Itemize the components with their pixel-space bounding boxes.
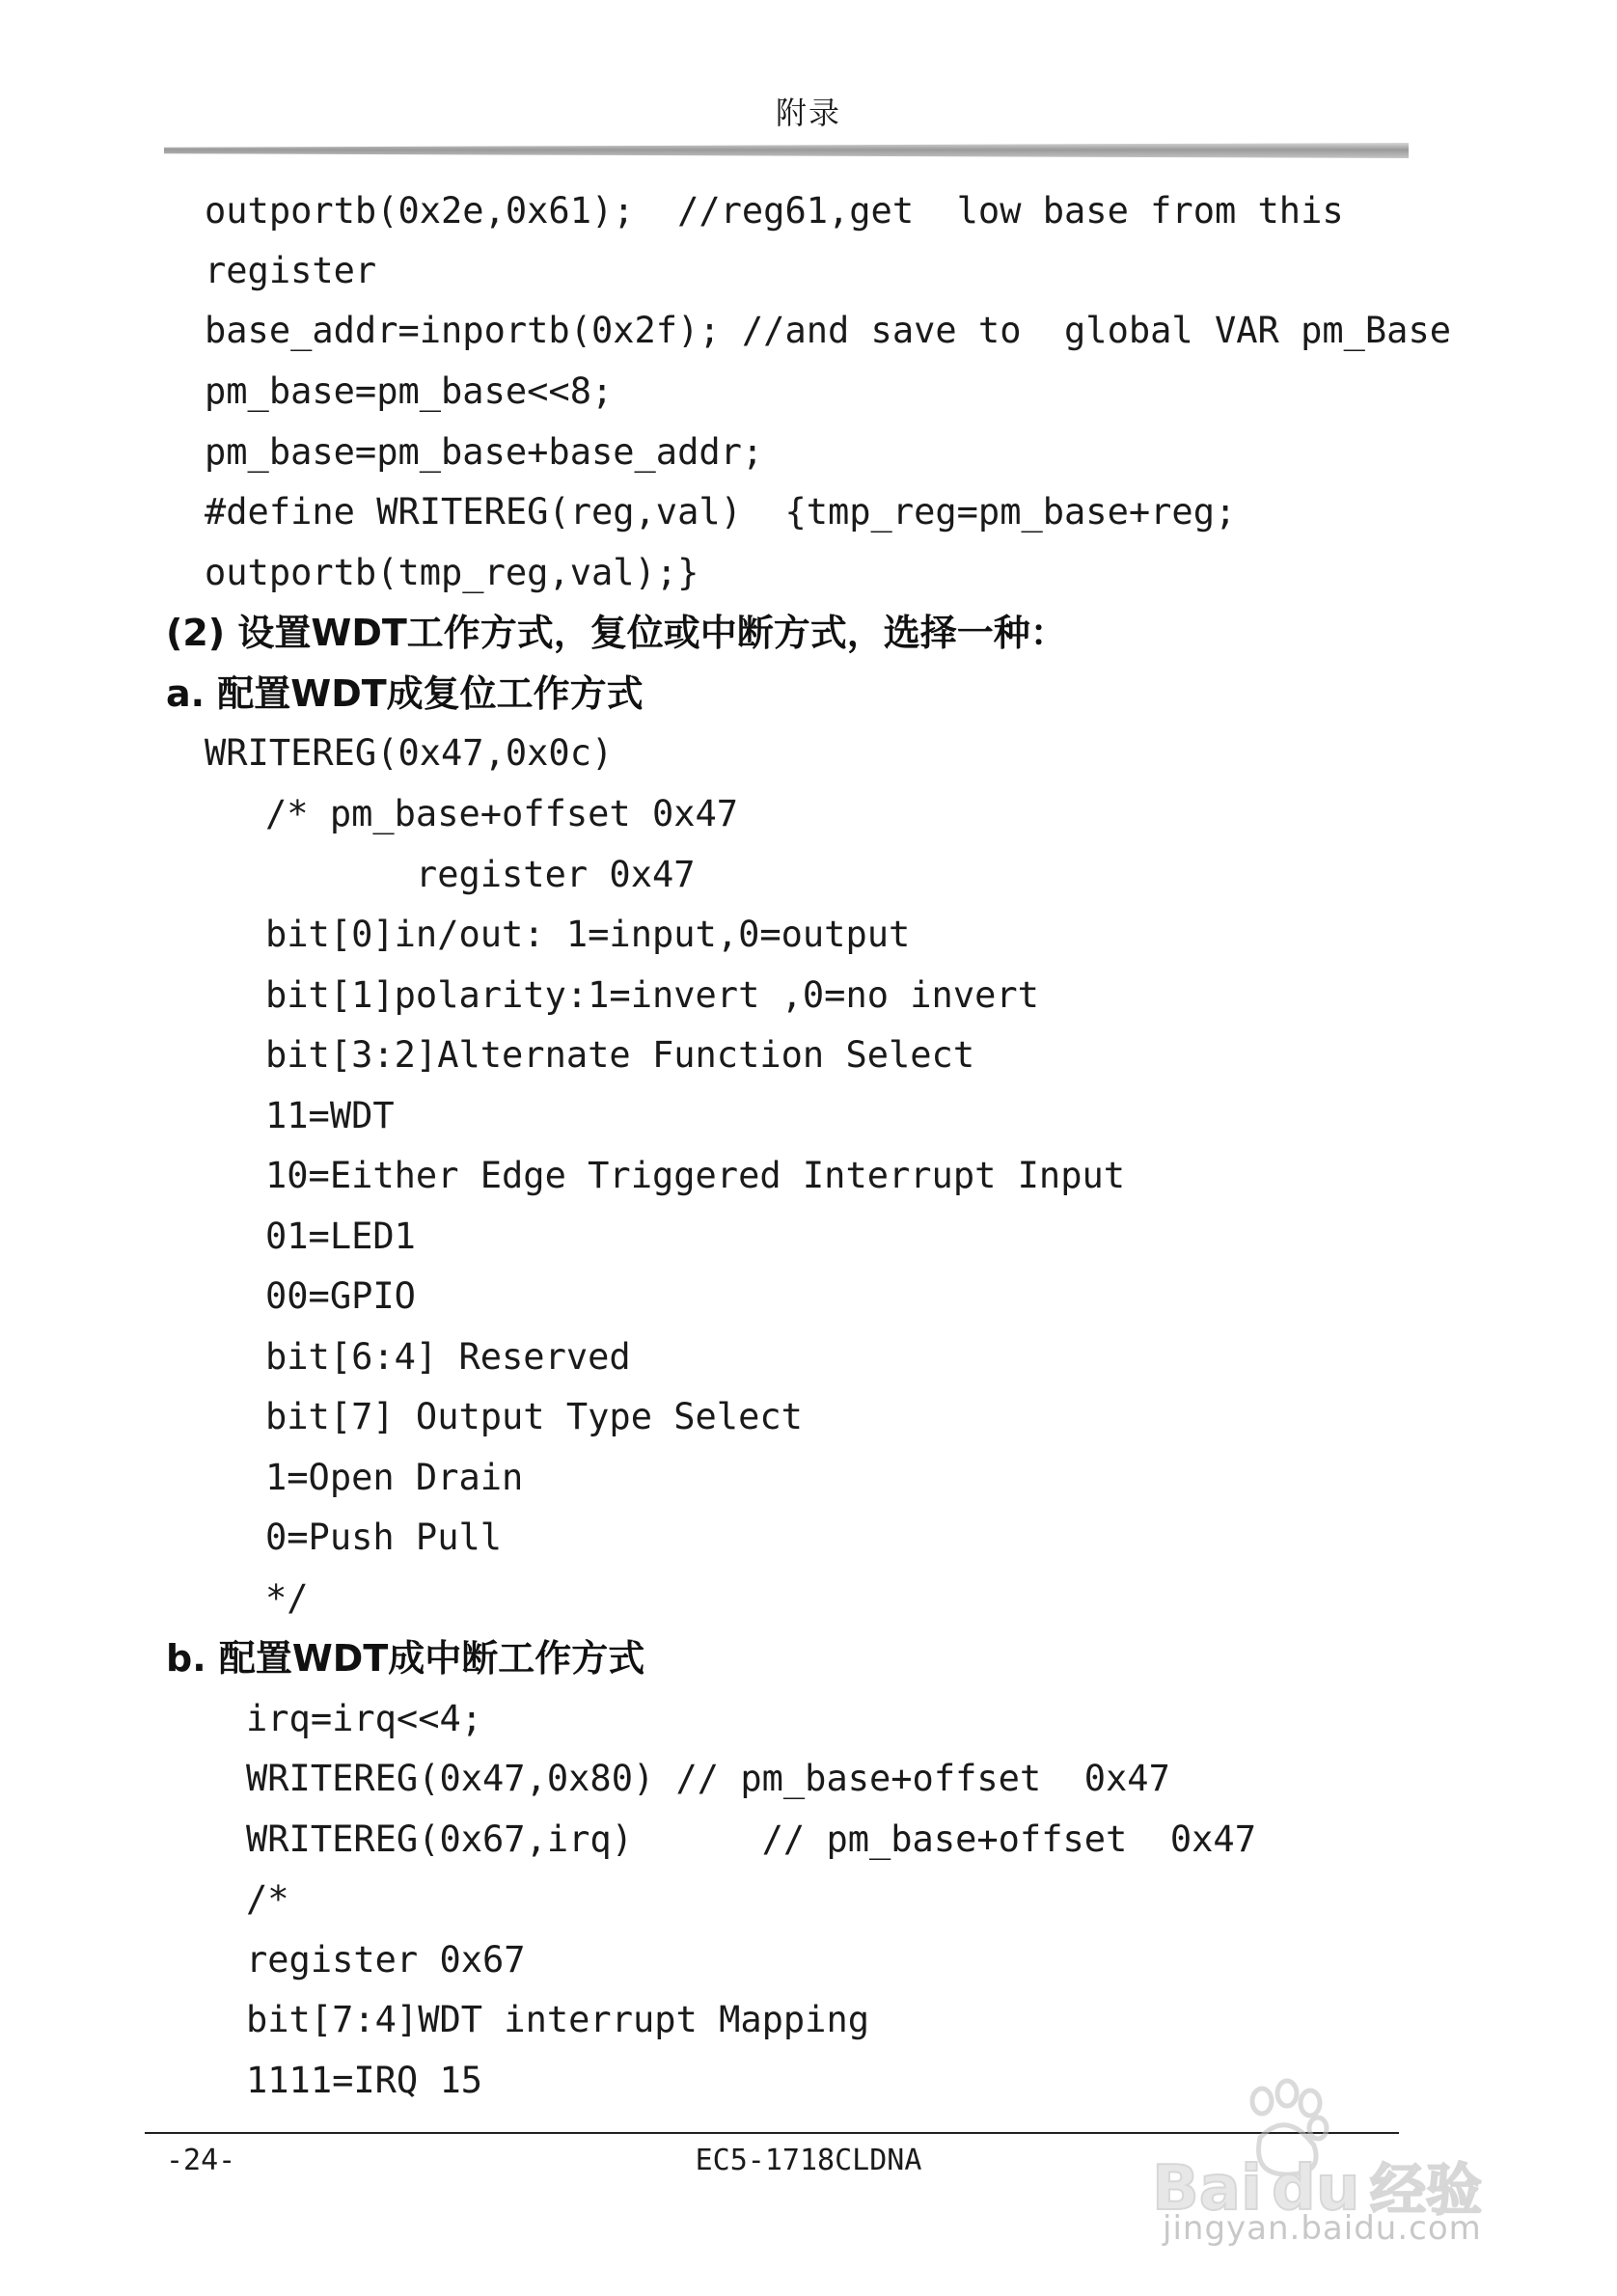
watermark-url: jingyan.baidu.com (1163, 2209, 1482, 2248)
page-number: -24- (166, 2144, 236, 2177)
code-line: pm_base=pm_base+base_addr; (205, 431, 764, 473)
comment-line: 00=GPIO (265, 1275, 416, 1317)
comment-line: 1=Open Drain (265, 1457, 524, 1498)
code-line: WRITEREG(0x47,0x0c) (205, 732, 614, 774)
comment-line: bit[1]polarity:1=invert ,0=no invert (265, 974, 1039, 1016)
comment-line: register 0x47 (265, 854, 696, 895)
code-line: bit[7:4]WDT interrupt Mapping (246, 1999, 870, 2040)
svg-text:du: du (1272, 2153, 1360, 2225)
code-line: pm_base=pm_base<<8; (205, 370, 614, 412)
code-line: register (205, 250, 377, 291)
code-line: WRITEREG(0x47,0x80) // pm_base+offset 0x47 (246, 1758, 1170, 1799)
comment-line: /* pm_base+offset 0x47 (265, 793, 739, 834)
comment-line: */ (265, 1577, 309, 1619)
code-line: irq=irq<<4; (246, 1698, 483, 1739)
comment-line: bit[6:4] Reserved (265, 1336, 631, 1378)
comment-line: 10=Either Edge Triggered Interrupt Input (265, 1155, 1126, 1196)
subsection-b-heading: b. 配置WDT成中断工作方式 (166, 1637, 645, 1680)
svg-text:经验: 经验 (1370, 2157, 1483, 2223)
comment-line: bit[7] Output Type Select (265, 1396, 803, 1437)
document-id: EC5-1718CLDNA (695, 2144, 922, 2177)
code-line: outportb(0x2e,0x61); //reg61,get low base from this (205, 190, 1344, 232)
section-heading: (2) 设置WDT工作方式，复位或中断方式，选择一种： (166, 612, 1067, 654)
comment-line: 01=LED1 (265, 1216, 416, 1257)
code-line: /* (246, 1878, 289, 1920)
code-line: 1111=IRQ 15 (246, 2060, 483, 2101)
code-line: outportb(tmp_reg,val);} (205, 552, 699, 593)
baidu-jingyan-watermark-logo (1146, 2074, 1532, 2228)
svg-text:Bai: Bai (1152, 2153, 1262, 2225)
code-line: register 0x67 (246, 1939, 526, 1981)
header-rule (164, 143, 1409, 158)
comment-line: 0=Push Pull (265, 1517, 503, 1558)
code-line: #define WRITEREG(reg,val) {tmp_reg=pm_base+reg; (205, 491, 1237, 533)
code-line: base_addr=inportb(0x2f); //and save to global VAR pm_Base (205, 310, 1452, 351)
code-line: WRITEREG(0x67,irq) // pm_base+offset 0x47 (246, 1818, 1256, 1860)
comment-line: bit[0]in/out: 1=input,0=output (265, 914, 911, 955)
comment-line: 11=WDT (265, 1095, 395, 1136)
page-header-title: 附录 (775, 95, 841, 131)
comment-line: bit[3:2]Alternate Function Select (265, 1034, 975, 1076)
subsection-a-heading: a. 配置WDT成复位工作方式 (166, 672, 644, 715)
